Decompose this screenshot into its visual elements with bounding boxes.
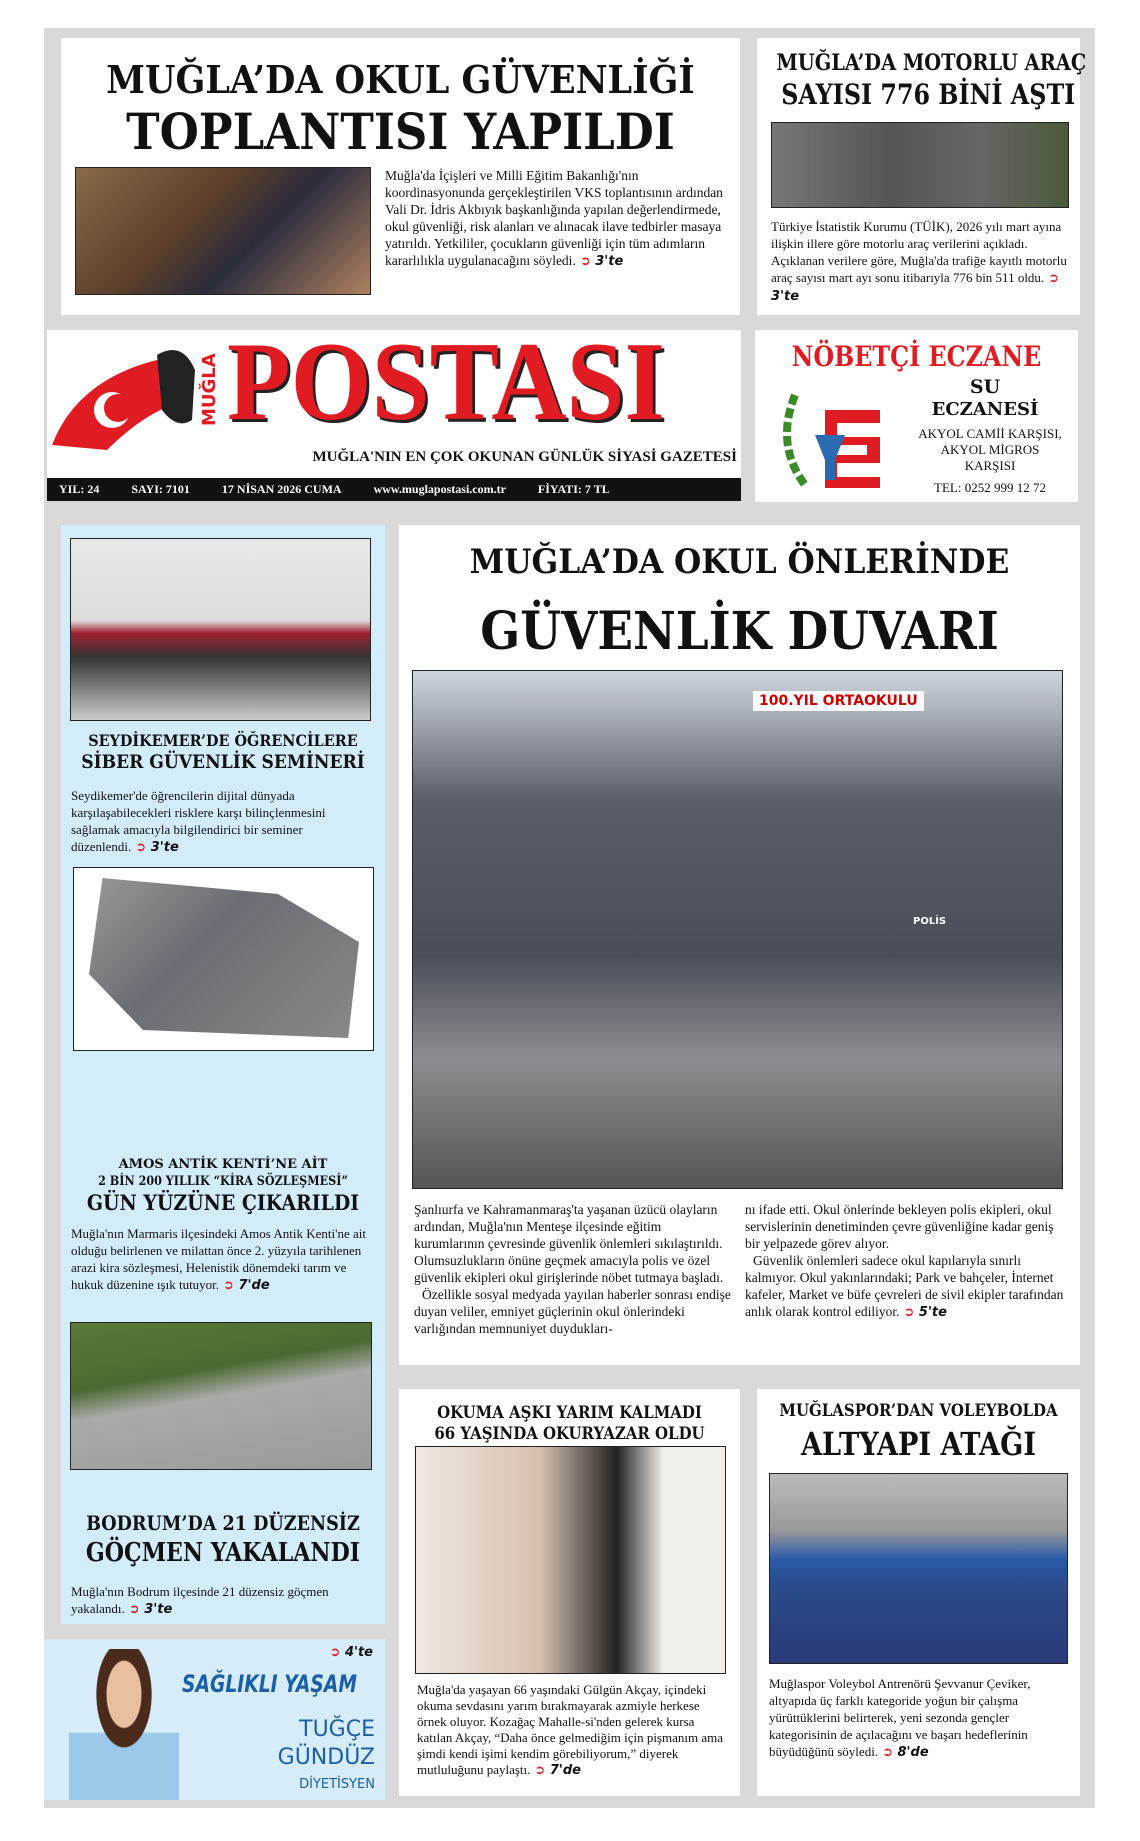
- logo-postasi: POSTASI: [227, 320, 666, 444]
- ref-text: 3'te: [150, 840, 179, 855]
- story-body: [71, 1225, 376, 1294]
- seminar-photo: [70, 538, 371, 721]
- body-text: Muğla'da İçişleri ve Milli Eğitim Bakanlığı'nın koordinasyonunda gerçekleştirilen VKS toplantısının ardından Vali Dr. İdris Akbıyık başkanlığında yapılan değerlendirmede, okul güvenliği, risk alanları ve alınacak ilave tedbirler masaya yatırıldı. Yetkililer, çocukların güvenliği için tüm adımların kararlılıkla uygulanacağını söyledi.: [385, 168, 723, 268]
- arrow-icon: ➲: [882, 1745, 893, 1760]
- volleyball-story[interactable]: [757, 1389, 1080, 1796]
- headline: BODRUM’DA 21 DÜZENSİZ: [86, 1511, 360, 1535]
- columnist-photo: [69, 1649, 179, 1800]
- meeting-photo: [75, 167, 371, 295]
- pharmacy-name: SU: [969, 376, 1001, 398]
- school-sign: 100.YIL ORTAOKULU: [753, 691, 924, 711]
- ref-text: 3'te: [771, 289, 800, 304]
- arrow-icon: ➲: [534, 1763, 546, 1778]
- headline: GÖÇMEN YAKALANDI: [85, 1538, 361, 1568]
- pharmacy-box: [755, 330, 1078, 502]
- website-link[interactable]: www.muglapostasi.com.tr: [373, 482, 506, 496]
- body-text: Özellikle sosyal medyada yayılan haberler sonrası endişe duyan veliler, emniyet güçlerinin okul önlerindeki varlığından memnuniyet duydukları-: [414, 1287, 731, 1336]
- page-ref[interactable]: [903, 1305, 947, 1320]
- story-col-1: [414, 1201, 734, 1337]
- tagline: MUĞLA'NIN EN ÇOK OKUNAN GÜNLÜK SİYASİ GAZETESİ: [312, 449, 737, 465]
- headline: 2 BİN 200 YILLIK “KİRA SÖZLEŞMESİ”: [98, 1174, 348, 1189]
- school-police-photo: [412, 670, 1063, 1189]
- headline: 66 YAŞINDA OKURYAZAR OLDU: [434, 1424, 705, 1444]
- arrow-icon: ➲: [223, 1278, 234, 1293]
- story-body: [769, 1675, 1074, 1761]
- headline: TOPLANTISI YAPILDI: [126, 102, 675, 161]
- headline: MUĞLA’DA MOTORLU ARAÇ: [776, 50, 1087, 76]
- story-body: [771, 218, 1071, 305]
- ref-text: 7'de: [238, 1278, 270, 1293]
- body-text: Muğla'nın Marmaris ilçesindeki Amos Antik Kenti'ne ait olduğu belirlenen ve milattan önce 2. yüzyıla tarihlenen arazi kira sözleşmesi, Helenistik dönemdeki tarım ve hukuk düzenine ışık tutuyor.: [71, 1226, 366, 1292]
- body-text: Muğlaspor Voleybol Antrenörü Şevvanur Çeviker, altyapıda üç farklı kategoride yoğun bir çalışma yürüttüklerini belirterek, yeni sezonda gençler kategorisinin de açılacağını ve başarı hedeflerinin büyüdüğünü söyledi.: [769, 1676, 1031, 1759]
- columnist-name: GÜNDÜZ: [277, 1745, 375, 1770]
- health-column-ad[interactable]: [44, 1639, 385, 1800]
- page-ref[interactable]: [882, 1745, 929, 1760]
- headline: MUĞLA’DA OKUL GÜVENLİĞİ: [106, 57, 695, 102]
- body-text: Seydikemer'de öğrencilerin dijital dünyada karşılaşabilecekleri risklere karşı bilinçlenmesini sağlamak amacıyla bilgilendirici bir seminer düzenlendi.: [71, 788, 326, 854]
- inscription-photo: [73, 867, 374, 1051]
- columnist-name: TUĞÇE: [299, 1717, 375, 1742]
- ref-text: 3'te: [595, 254, 624, 269]
- ref-text: 8'de: [897, 1745, 929, 1760]
- flag-icon: [47, 340, 197, 450]
- headline: SEYDİKEMER’DE ÖĞRENCİLERE: [88, 731, 358, 750]
- issue-info-bar: [47, 478, 741, 501]
- literacy-story[interactable]: [399, 1389, 740, 1796]
- story-body: [71, 1583, 371, 1618]
- column-title: SAĞLIKLI YAŞAM: [182, 1670, 358, 1698]
- volleyball-photo: [769, 1473, 1068, 1664]
- page-ref[interactable]: [330, 1645, 374, 1660]
- pharmacy-logo-icon: [775, 385, 895, 495]
- arrow-icon: ➲: [1048, 271, 1060, 286]
- body-text: Güvenlik önlemleri sadece okul kapılarıyla sınırlı kalmıyor. Okul yakınlarındaki; Park ve bahçeler, İnternet kafeler, Market ve büfe çevreleri de sivil ekipler tarafından anlık olarak kontrol ediliyor.: [745, 1253, 1064, 1319]
- page-ref[interactable]: [580, 254, 624, 269]
- body-text: nı ifade etti. Okul önlerinde bekleyen polis ekipleri, okul servislerinin denetiminden çevre güvenliğine kadar geniş bir yelpazede görev alıyor.: [745, 1202, 1054, 1251]
- headline: GÜN YÜZÜNE ÇIKARILDI: [86, 1190, 360, 1215]
- traffic-photo: [771, 122, 1069, 208]
- police-vest-text: POLİS: [913, 916, 947, 927]
- issue-number: SAYI: 7101: [131, 482, 190, 496]
- body-text: Şanlıurfa ve Kahramanmaraş'ta yaşanan üzücü olayların ardından, Muğla'nın Menteşe ilçesinde eğitim kurumlarının çevresinde güvenlik önlemleri sıkılaştırıldı. Olumsuzlukların önüne geçmek amacıyla polis ve özel güvenlik ekipleri okul girişlerinde nöbet tutmaya başladı.: [414, 1202, 724, 1285]
- ref-text: 7'de: [549, 1763, 581, 1778]
- body-text: Türkiye İstatistik Kurumu (TÜİK), 2026 yılı mart ayına ilişkin illere göre motorlu araç verilerini açıkladı. Açıklanan verilere göre, Muğla'da trafiğe kayıtlı motorlu araç sayısı mart ayı sonu itibarıyla 776 bin 511 oldu.: [771, 219, 1067, 285]
- body-text: Muğla'nın Bodrum ilçesinde 21 düzensiz göçmen yakalandı.: [71, 1584, 329, 1616]
- story-body: [385, 167, 727, 270]
- pharmacy-address: AKYOL CAMİİ KARŞISI, AKYOL MİGROS KARŞISI: [918, 426, 1062, 473]
- arrow-icon: ➲: [135, 840, 147, 855]
- migrants-photo: [70, 1322, 372, 1470]
- main-story[interactable]: [399, 525, 1080, 1365]
- pharmacy-name: ECZANESİ: [931, 399, 1039, 420]
- vehicle-story[interactable]: [757, 38, 1087, 315]
- pharmacy-phone: TEL: 0252 999 12 72: [934, 480, 1046, 495]
- headline: AMOS ANTİK KENTİ’NE AİT: [118, 1157, 328, 1172]
- top-story[interactable]: [61, 38, 740, 315]
- literacy-photo: [415, 1446, 726, 1674]
- arrow-icon: ➲: [329, 1645, 341, 1660]
- headline: SİBER GÜVENLİK SEMİNERİ: [81, 751, 365, 773]
- story-body: [71, 787, 371, 856]
- headline: MUĞLASPOR’DAN VOLEYBOLDA: [779, 1401, 1058, 1421]
- arrow-icon: ➲: [128, 1602, 140, 1617]
- left-column: [61, 525, 385, 1624]
- headline: OKUMA AŞKI YARIM KALMADI: [437, 1403, 702, 1423]
- price: FİYATI: 7 TL: [537, 482, 610, 496]
- headline: SAYISI 776 BİNİ AŞTI: [781, 78, 1076, 111]
- arrow-icon: ➲: [903, 1305, 915, 1320]
- ref-text: 3'te: [144, 1602, 173, 1617]
- story-col-2: [745, 1201, 1067, 1321]
- pharmacy-title: NÖBETÇİ ECZANE: [791, 340, 1042, 373]
- ref-text: 4'te: [344, 1645, 373, 1660]
- logo-small: MUĞLA: [199, 353, 220, 427]
- page-ref[interactable]: [129, 1602, 173, 1617]
- page-ref[interactable]: [223, 1278, 270, 1293]
- arrow-icon: ➲: [579, 254, 591, 269]
- page-ref[interactable]: [135, 840, 179, 855]
- columnist-role: DİYETİSYEN: [299, 1777, 375, 1792]
- body-text: Muğla'da yaşayan 66 yaşındaki Gülgün Akçay, içindeki okuma sevdasını yarım bırakmayarak azmiyle herkese örnek oluyor. Kozağaç Mahalle-si'nden gelerek kursa katılan Akçay, “Daha önce gelmediğim için pişmanım ama şimdi kendi işimi kendim görebiliyorum,” diyerek mutluluğunu paylaştı.: [417, 1682, 724, 1777]
- issue-date: 17 NİSAN 2026 CUMA: [221, 482, 342, 496]
- masthead: [47, 320, 741, 478]
- year: YIL: 24: [59, 482, 100, 496]
- headline: ALTYAPI ATAĞI: [800, 1425, 1037, 1463]
- headline: MUĞLA’DA OKUL ÖNLERİNDE: [469, 542, 1010, 582]
- headline: GÜVENLİK DUVARI: [480, 601, 999, 662]
- story-body: [417, 1682, 727, 1779]
- page-ref[interactable]: [534, 1763, 581, 1778]
- ref-text: 5'te: [918, 1305, 947, 1320]
